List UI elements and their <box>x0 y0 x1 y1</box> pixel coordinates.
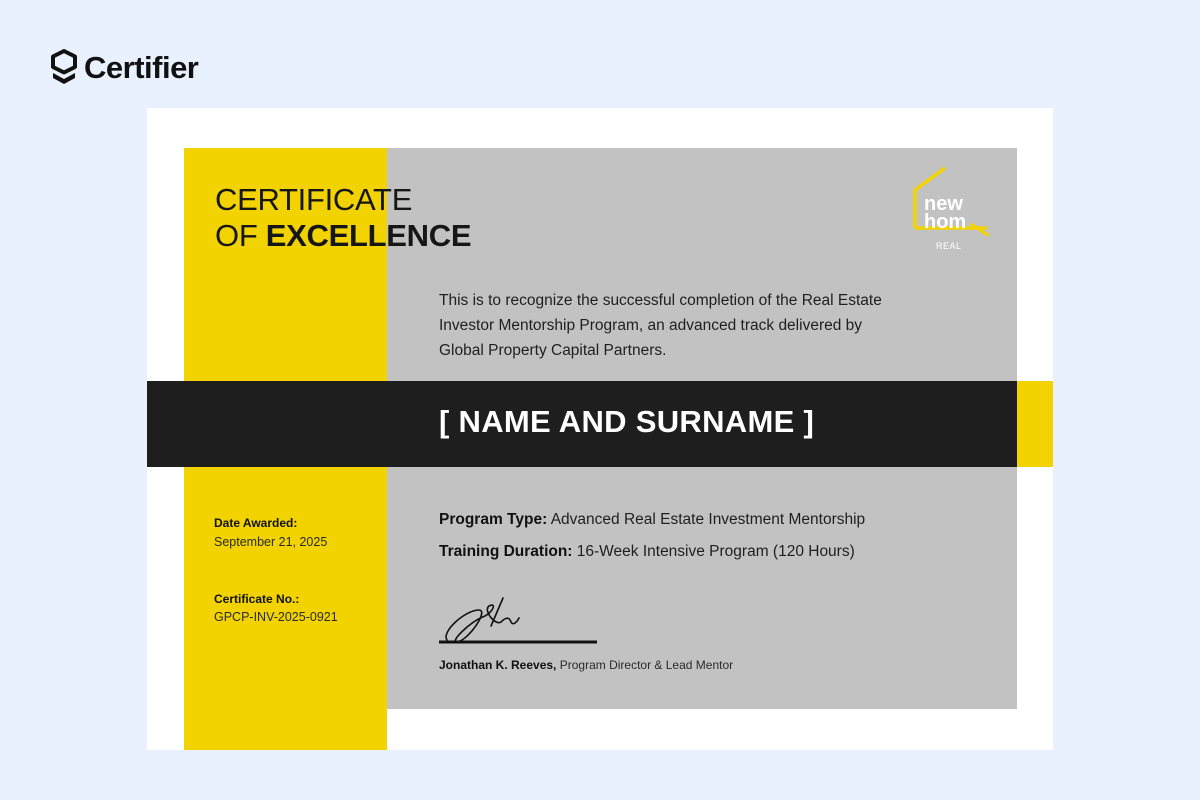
certifier-shield-icon <box>50 48 78 88</box>
title-line-2 <box>215 218 471 254</box>
title-emphasis: EXCELLENCE <box>265 218 472 253</box>
title-prefix: OF <box>215 218 258 253</box>
certifier-brand <box>50 48 198 88</box>
training-duration-value: 16-Week Intensive Program (120 Hours) <box>576 543 855 560</box>
signature <box>439 596 599 648</box>
program-type-value: Advanced Real Estate Investment Mentorship <box>550 511 866 528</box>
certificate-description: This is to recognize the successful completion of the Real Estate Investor Mentorship Program, an advanced track delivered by Global Property Capital Partners. <box>439 292 882 359</box>
date-awarded-value: September 21, 2025 <box>214 535 328 549</box>
training-duration-label: Training Duration: <box>439 543 573 560</box>
title-line-1: CERTIFICATE <box>215 182 413 217</box>
logo-subtext: REAL <box>936 241 962 251</box>
yellow-accent-block <box>1017 381 1053 467</box>
logo-word-hom: hom <box>924 211 967 233</box>
signer-line <box>439 658 733 672</box>
logo-word-new: new <box>924 193 963 215</box>
signer-name: Jonathan K. Reeves, <box>439 658 557 672</box>
certificate-card <box>147 108 1053 750</box>
training-duration <box>439 543 855 561</box>
program-type-label: Program Type: <box>439 511 548 528</box>
brand-name: Certifier <box>84 50 199 85</box>
recipient-name: [ NAME AND SURNAME ] <box>439 404 815 439</box>
program-type <box>439 511 865 529</box>
certificate-number-value: GPCP-INV-2025-0921 <box>214 610 338 624</box>
date-awarded-label: Date Awarded: <box>214 516 298 530</box>
signature-icon <box>439 596 599 648</box>
certificate-number-label: Certificate No.: <box>214 592 300 606</box>
certificate-title <box>215 182 471 254</box>
signer-title: Program Director & Lead Mentor <box>559 658 734 672</box>
newhom-logo <box>911 166 995 254</box>
